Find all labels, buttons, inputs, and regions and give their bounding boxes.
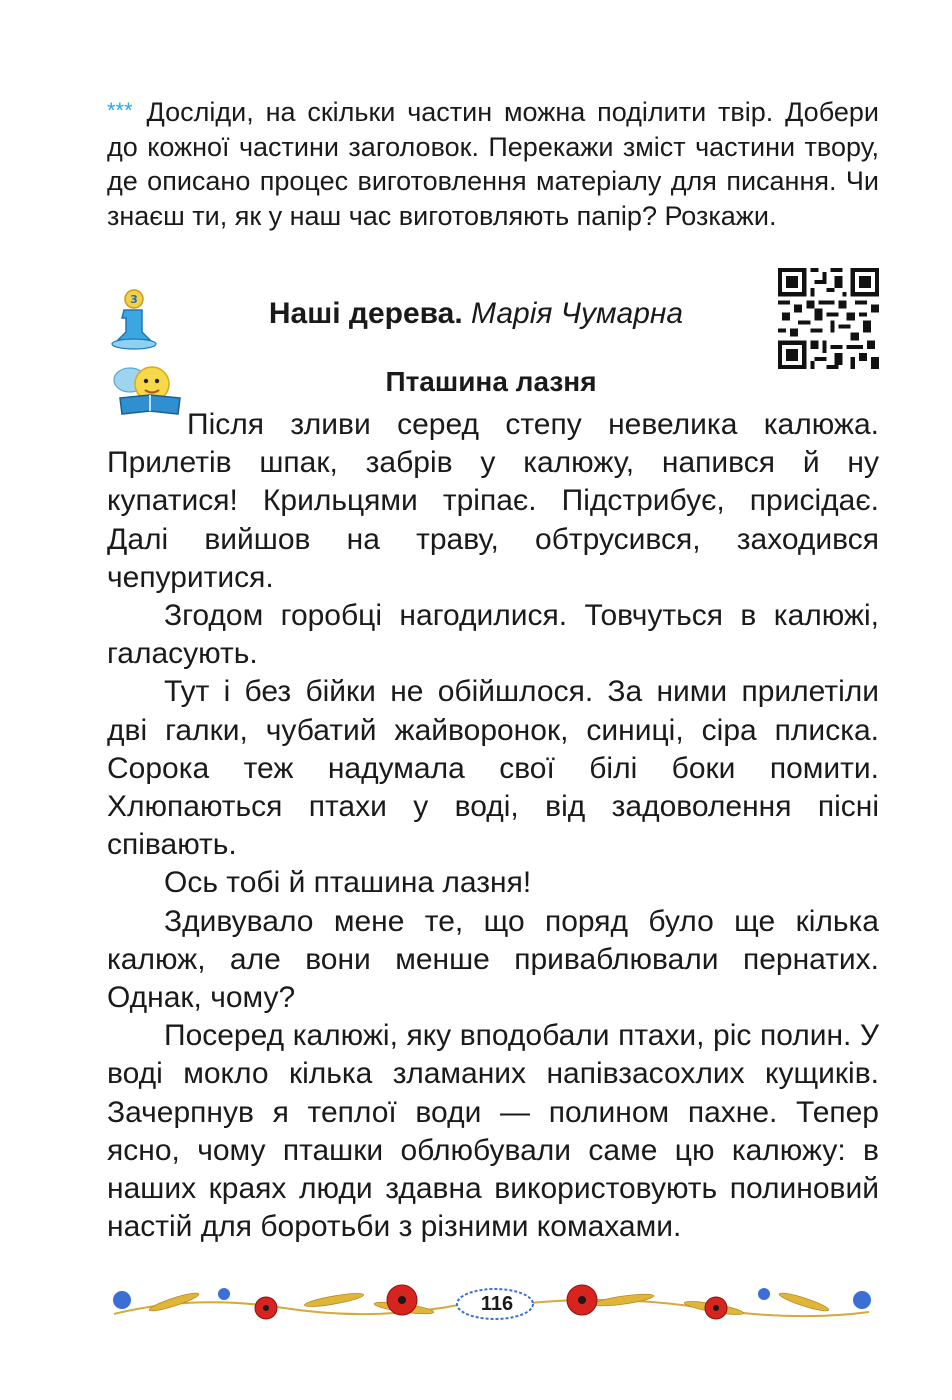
difficulty-stars: *** bbox=[107, 98, 133, 123]
reading-author: Марія Чумарна bbox=[471, 297, 684, 330]
svg-text:3: 3 bbox=[130, 293, 138, 306]
story-paragraph: Здивувало мене те, що поряд було ще кілька калюж, але вони менше приваблювали пернатих. Однак, чому? bbox=[107, 904, 879, 1015]
qr-code[interactable] bbox=[778, 268, 879, 369]
story-paragraph: Після зливи серед степу невелика калюжа. Прилетів шпак, забрів у калюжу, напився й ну купатися! Крильцями тріпає. Підстрибує, присідає. Далі вийшов на траву, обтрусився, заходився чепуритися. bbox=[107, 408, 879, 594]
story-paragraph: Ось тобі й пташина лазня! bbox=[164, 866, 532, 900]
story-paragraph: Згодом горобці нагодилися. Товчуться в калюжі, галасують. bbox=[107, 599, 879, 671]
page-number: 116 bbox=[480, 1293, 514, 1315]
task-text: Досліди, на скільки частин можна поділити твір. Добери до кожної частини заголовок. Перекажи зміст частини твору, де описано процес виготовлення матеріалу для писання. Чи знаєш ти, як у наш час виготовляють папір? Розкажи. bbox=[107, 97, 879, 231]
story-paragraph: Тут і без бійки не обійшлося. За ними прилетіли дві галки, чубатий жайворонок, синиці, сіра плиска. Сорока теж надумала свої білі боки помити. Хлюпаються птахи у воді, від задоволення пісні співають. bbox=[107, 675, 879, 862]
task-instruction bbox=[107, 94, 879, 233]
story-text bbox=[107, 406, 879, 1246]
story-title: Пташина лазня bbox=[385, 366, 597, 397]
reading-name: Наші дерева. bbox=[268, 297, 463, 330]
story-paragraph: Посеред калюжі, яку вподобали птахи, ріс полин. У воді мокло кілька зламаних напівзасохлих кущиків. Зачерпнув я теплої води — полином пахне. Тепер ясно, чому пташки облюбували саме цю калюжу: в наших краях люди здавна використовують полиновий настій для боротьби з різними комахами. bbox=[107, 1019, 879, 1244]
